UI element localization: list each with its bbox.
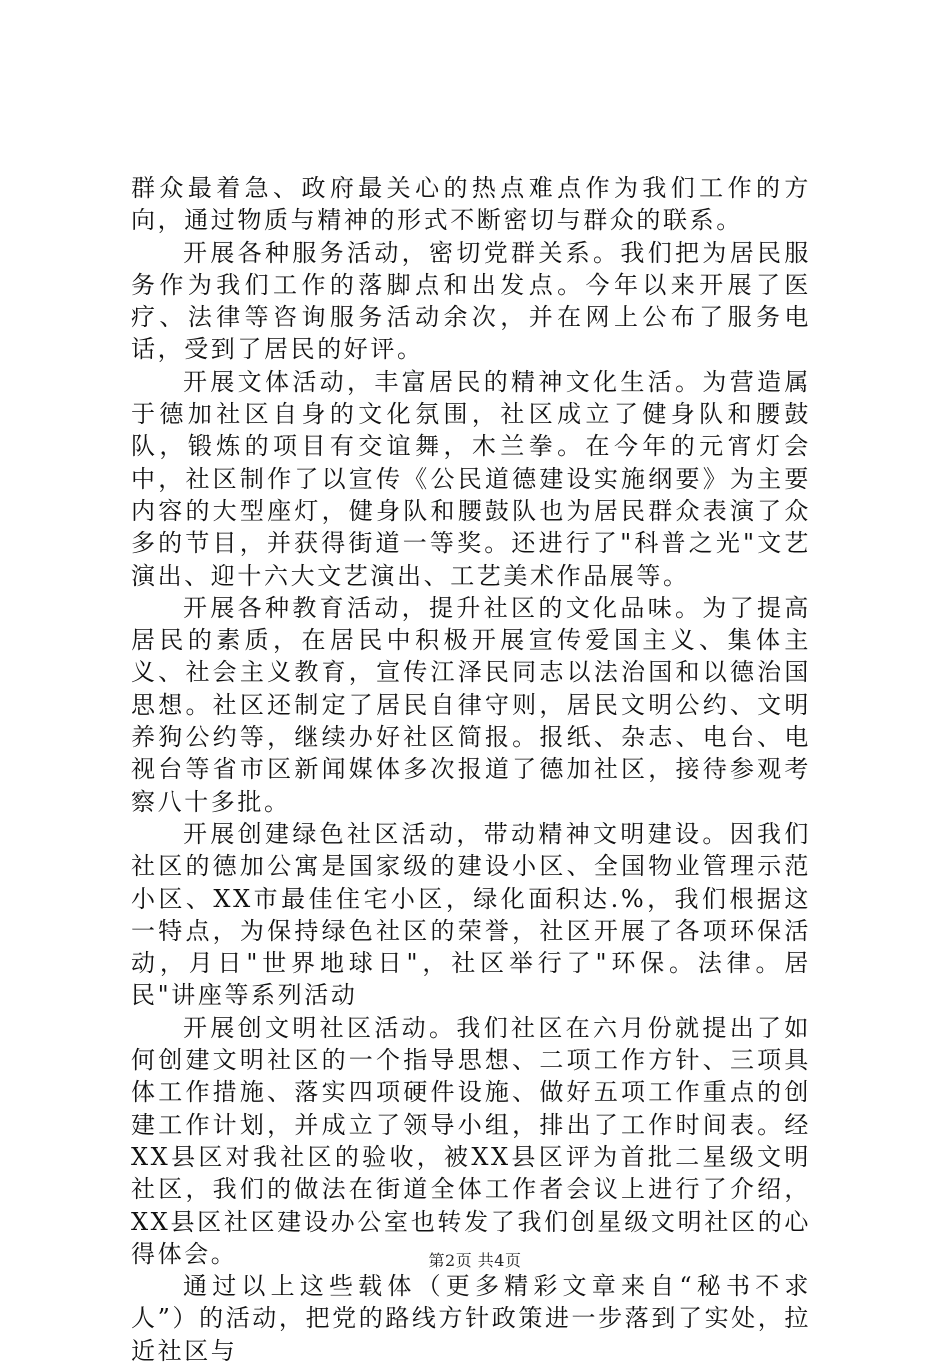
- paragraph-green-community: 开展创建绿色社区活动，带动精神文明建设。因我们社区的德加公寓是国家级的建设小区、全国物业管理示范小区、XX市最佳住宅小区，绿化面积达.%，我们根据这一特点，为保持绿色社区的荣誉，社区开展了各项环保活动，月日"世界地球日"，社区举行了"环保。法律。居民"讲座等系列活动: [131, 819, 811, 1010]
- paragraph-continuation: 群众最着急、政府最关心的热点难点作为我们工作的方向，通过物质与精神的形式不断密切与群众的联系。: [131, 174, 811, 235]
- page-number-footer: 第2页 共4页: [428, 1251, 522, 1270]
- paragraph-culture-sports: 开展文体活动，丰富居民的精神文化生活。为营造属于德加社区自身的文化氛围，社区成立了健身队和腰鼓队，锻炼的项目有交谊舞，木兰拳。在今年的元宵灯会中，社区制作了以宣传《公民道德建设实施纲要》为主要内容的大型座灯，健身队和腰鼓队也为居民群众表演了众多的节目，并获得街道一等奖。还进行了"科普之光"文艺演出、迎十六大文艺演出、工艺美术作品展等。: [131, 367, 811, 590]
- paragraph-civilized-community: 开展创文明社区活动。我们社区在六月份就提出了如何创建文明社区的一个指导思想、二项工作方针、三项具体工作措施、落实四项硬件设施、做好五项工作重点的创建工作计划，并成立了领导小组，排出了工作时间表。经XX县区对我社区的验收，被XX县区评为首批二星级文明社区，我们的做法在街道全体工作者会议上进行了介绍，XX县区社区建设办公室也转发了我们创星级文明社区的心得体会。: [131, 1013, 811, 1268]
- body-text: [131, 172, 811, 1367]
- paragraph-conclusion: 通过以上这些载体（更多精彩文章来自“秘书不求人”）的活动，把党的路线方针政策进一步落到了实处，拉近社区与: [131, 1272, 811, 1365]
- paragraph-education: 开展各种教育活动，提升社区的文化品味。为了提高居民的素质，在居民中积极开展宣传爱国主义、集体主义、社会主义教育，宣传江泽民同志以法治国和以德治国思想。社区还制定了居民自律守则，居民文明公约、文明养狗公约等，继续办好社区简报。报纸、杂志、电台、电视台等省市区新闻媒体多次报道了德加社区，接待参观考察八十多批。: [131, 593, 811, 816]
- paragraph-service-activities: 开展各种服务活动，密切党群关系。我们把为居民服务作为我们工作的落脚点和出发点。今年以来开展了医疗、法律等咨询服务活动余次，并在网上公布了服务电话，受到了居民的好评。: [131, 238, 811, 364]
